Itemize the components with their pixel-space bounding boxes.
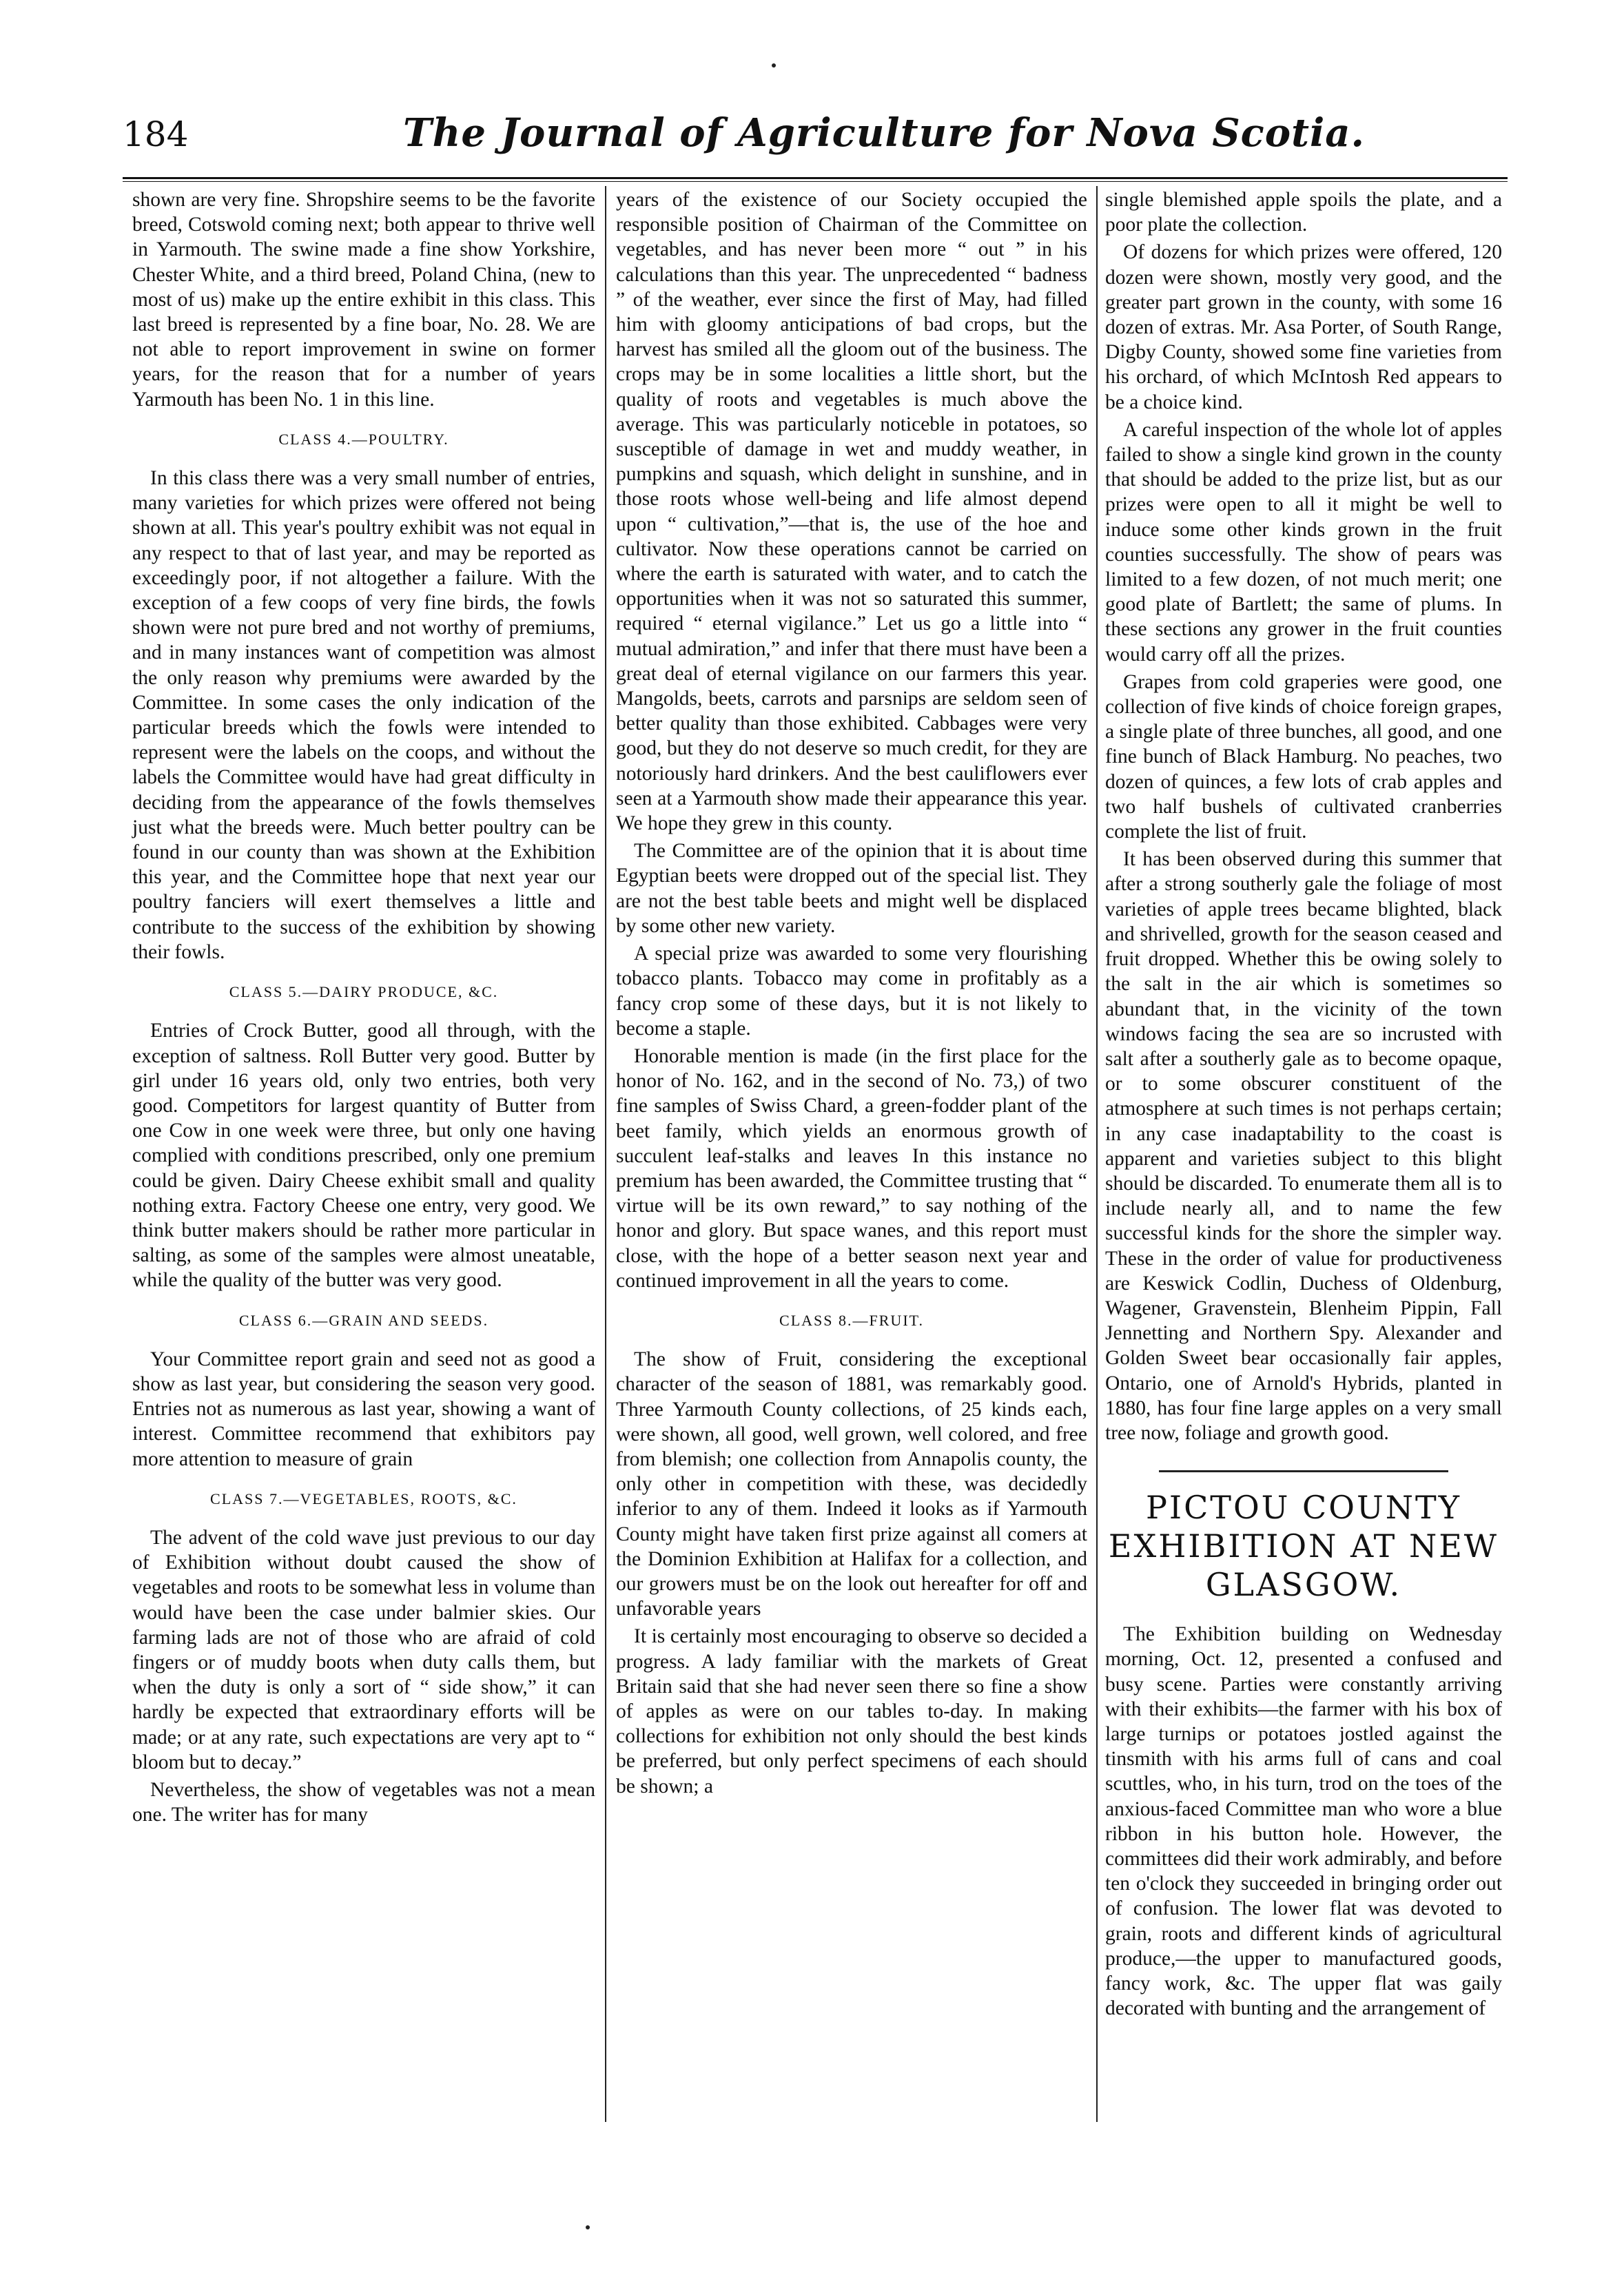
paragraph: Grapes from cold graperies were good, one collection of five kinds of choice foreign grapes, a single plate of three bunches, all good, and one fine bunch of Black Hamburg. No peaches, two dozen of quinces, a few lots of crab apples and two half bushels of cultivated cranberries complete the list of fruit. [1105, 670, 1502, 843]
section-heading: CLASS 7.—VEGETABLES, ROOTS, &C. [210, 1490, 517, 1507]
paragraph: Entries of Crock Butter, good all through, with the exception of saltness. Roll Butter very good. Butter by girl under 16 years old, only two entries, both very good. Competitors for largest quantity of Butter from one Cow in one week were three, but only one having complied with conditions prescribed, only one premium could be given. Dairy Cheese exhibit small and quality nothing extra. Factory Cheese one entry, very good. We think butter makers should be rather more particular in salting, as some of the samples were almost uneatable, while the quality of the butter was very good. [132, 1020, 595, 1292]
paragraph: It has been observed during this summer that after a strong southerly gale the foliage of most varieties of apple trees became blighted, black and shrivelled, growth for the season ceased and fruit dropped. Whether this be owing solely to the salt in the air which is sometimes so abundant that, in the vicinity of the town windows facing the sea are so incrusted with salt after a southerly gale as to become opaque, or to some obscurer constituent of the atmosphere at such times is not perhaps certain; in any case inadaptability to the coast is apparent and varieties subject to this blight should be discarded. To enumerate them all is to include nearly all, and to name the few successful kinds for the shore the simpler way. These in the order of value for productiveness are Keswick Codlin, Duchess of Oldenburg, Wagener, Gravenstein, Blenheim Pippin, Fall Jennetting and Northern Spy. Alexander and Golden Sweet bear occasionally fair apples, Ontario, one of Arnold's Hybrids, planted in 1880, has four fine large apples on a very small tree now, foliage and growth good. [1105, 848, 1502, 1444]
column-divider [1096, 186, 1098, 2122]
section-heading: CLASS 5.—DAIRY PRODUCE, &C. [229, 983, 499, 1001]
paragraph: A special prize was awarded to some very flourishing tobacco plants. Tobacco may come in profitably as a fancy crop some of these days, but it is not likely to become a staple. [616, 942, 1087, 1040]
page-header [123, 110, 1508, 174]
section-heading: CLASS 8.—FRUIT. [779, 1311, 924, 1329]
paragraph: shown are very fine. Shropshire seems to be the favorite breed, Cotswold coming next; both appear to thrive well in Yarmouth. The swine made a fine show Yorkshire, Chester White, and a third breed, Poland China, (new to most of us) make up the entire exhibit in this class. This last breed is represented by a fine boar, No. 28. We are not able to report improvement in swine on former years, for the reason that for a number of years Yarmouth has been No. 1 in this line. [132, 189, 595, 411]
column-3 [1105, 187, 1502, 2023]
paragraph: Honorable mention is made (in the first place for the honor of No. 162, and in the second of No. 73,) of two fine samples of Swiss Chard, a green-fodder plant of the beet family, which yields an enormous growth of succulent leaf-stalks and leaves In this instance no premium has been awarded, the Committee trusting that “ virtue will be its own reward,” to say nothing of the honor and glory. But space wanes, and this report must close, with the hope of a better season next year and continued improvement in all the years to come. [616, 1044, 1087, 1292]
article-title: PICTOU COUNTY EXHIBITION AT NEW GLASGOW. [1108, 1489, 1499, 1604]
paragraph: Your Committee report grain and seed not as good a show as last year, but considering the season very good. Entries not as numerous as last year, showing a want of interest. Committee recommend that exhibitors pay more attention to measure of grain [132, 1348, 595, 1470]
paragraph: It is certainly most encouraging to observe so decided a progress. A lady familiar with the markets of Great Britain said that she had never seen there so fine a show of apples as were on our tables to-day. In making collections for exhibition not only should the best kinds be preferred, but only perfect specimens of each should be shown; a [616, 1625, 1087, 1797]
paragraph: The Exhibition building on Wednesday morning, Oct. 12, presented a confused and busy scene. Parties were constantly arriving with their exhibits—the farmer with his box of large turnips or potatoes jostled against the tinsmith with his arms full of cans and coal scuttles, who, in his turn, trod on the toes of the anxious-faced Committee man who wore a blue ribbon in his button hole. However, the committees did their work admirably, and before ten o'clock they succeeded in bringing order out of confusion. The lower flat was devoted to grain, roots and different kinds of agricultural produce,—the upper to manufactured goods, fancy work, &c. The upper flat was gaily decorated with bunting and the arrangement of [1105, 1623, 1502, 2020]
page-number: 184 [123, 114, 189, 154]
paragraph: Of dozens for which prizes were offered, 120 dozen were shown, mostly very good, and the greater part grown in the county, with some 16 dozen of extras. Mr. Asa Porter, of South Range, Digby County, showed some fine varieties from his orchard, of which McIntosh Red appears to be a choice kind. [1105, 241, 1502, 413]
column-1 [132, 187, 595, 1830]
section-heading: CLASS 4.—POULTRY. [278, 430, 449, 448]
paragraph: The Committee are of the opinion that it is about time Egyptian beets were dropped out of the special list. They are not the best table beets and might well be displaced by some other new variety. [616, 840, 1087, 937]
print-speck [772, 63, 776, 68]
paragraph: A careful inspection of the whole lot of apples failed to show a single kind grown in the county that should be added to the prize list, but as our prizes were open to all it might be well to induce some other kinds grown in the fruit counties successfully. The show of pears was limited to a few dozen, of not much merit; one good plate of Bartlett; the same of plums. In these sections any grower in the fruit counties would carry off all the prizes. [1105, 418, 1502, 666]
paragraph: The show of Fruit, considering the exceptional character of the season of 1881, was remarkably good. Three Yarmouth County collections, of 25 kinds each, were shown, all good, well grown, well colored, and free from blemish; one collection from Annapolis county, the only other in competition with these, was decidedly inferior to any of them. Indeed it looks as if Yarmouth County might have taken first prize against all comers at the Dominion Exhibition at Halifax for a collection, and our growers must be on the look out hereafter for off and unfavorable years [616, 1348, 1087, 1620]
section-heading: CLASS 6.—GRAIN AND SEEDS. [238, 1311, 489, 1329]
paragraph: The advent of the cold wave just previous to our day of Exhibition without doubt caused the show of vegetables and roots to be somewhat less in volume than would have been the case under balmier skies. Our farming lads are not of those who are afraid of cold fingers or of muddy boots when duty calls them, but when the duty is only a sort of “ side show,” it can hardly be expected that extraordinary efforts will be made; or at any rate, such expectations are very apt to “ bloom but to decay.” [132, 1526, 595, 1773]
paragraph: Nevertheless, the show of vegetables was not a mean one. The writer has for many [132, 1778, 595, 1826]
column-2 [616, 187, 1087, 1802]
column-divider [605, 186, 606, 2122]
journal-title: The Journal of Agriculture for Nova Scotia. [402, 110, 1366, 156]
paragraph: single blemished apple spoils the plate, and a poor plate the collection. [1105, 189, 1502, 236]
paragraph: years of the existence of our Society occupied the responsible position of Chairman of the Committee on vegetables, and has never been more “ out ” in his calculations than this year. The unprecedented “ badness ” of the weather, ever since the first of May, had filled him with gloomy anticipations of bad crops, but the harvest has smiled all the gloom out of the business. The crops may be in some localities a little short, but the quality of roots and vegetables is much above the average. This was particularly noticeble in potatoes, so susceptible of damage in wet and muddy weather, in pumpkins and squash, which delight in sunshine, and in those roots whose well-being and life almost depend upon “ cultivation,”—that is, the use of the hoe and cultivator. Now these operations cannot be carried on where the earth is saturated with water, and to catch the opportunities when it was not so saturated this summer, required “ eternal vigilance.” Let us go a little into “ mutual admiration,” and infer that there must have been a great deal of eternal vigilance on our farmers this year. Mangolds, beets, carrots and parsnips are seldom seen of better quality than those exhibited. Cabbages were very good, but they do not deserve so much credit, for they are notoriously hard drinkers. And the best cauliflowers ever seen at a Yarmouth show made their appearance this year. We hope they grew in this county. [616, 189, 1087, 835]
article-separator [1159, 1470, 1448, 1474]
print-speck [586, 2225, 590, 2229]
header-rule-thin [123, 181, 1508, 182]
paragraph: In this class there was a very small number of entries, many varieties for which prizes were offered not being shown at all. This year's poultry exhibit was not equal in any respect to that of last year, and may be reported as exceedingly poor, if not altogether a failure. With the exception of a few coops of very fine birds, the fowls shown were not pure bred and not worthy of premiums, and in many instances want of competition was almost the only reason why premiums were awarded by the Committee. In some cases the only indication of the particular breeds which the fowls were intended to represent were the labels on the coops, and without the labels the Committee would have had great difficulty in deciding from the appearance of the fowls themselves just what the breeds were. Much better poultry can be found in our county than was shown at the Exhibition this year, and the Committee hope that next year our poultry fanciers will exert themselves a little and contribute to the success of the exhibition by showing their fowls. [132, 467, 595, 963]
header-rule [123, 177, 1508, 179]
